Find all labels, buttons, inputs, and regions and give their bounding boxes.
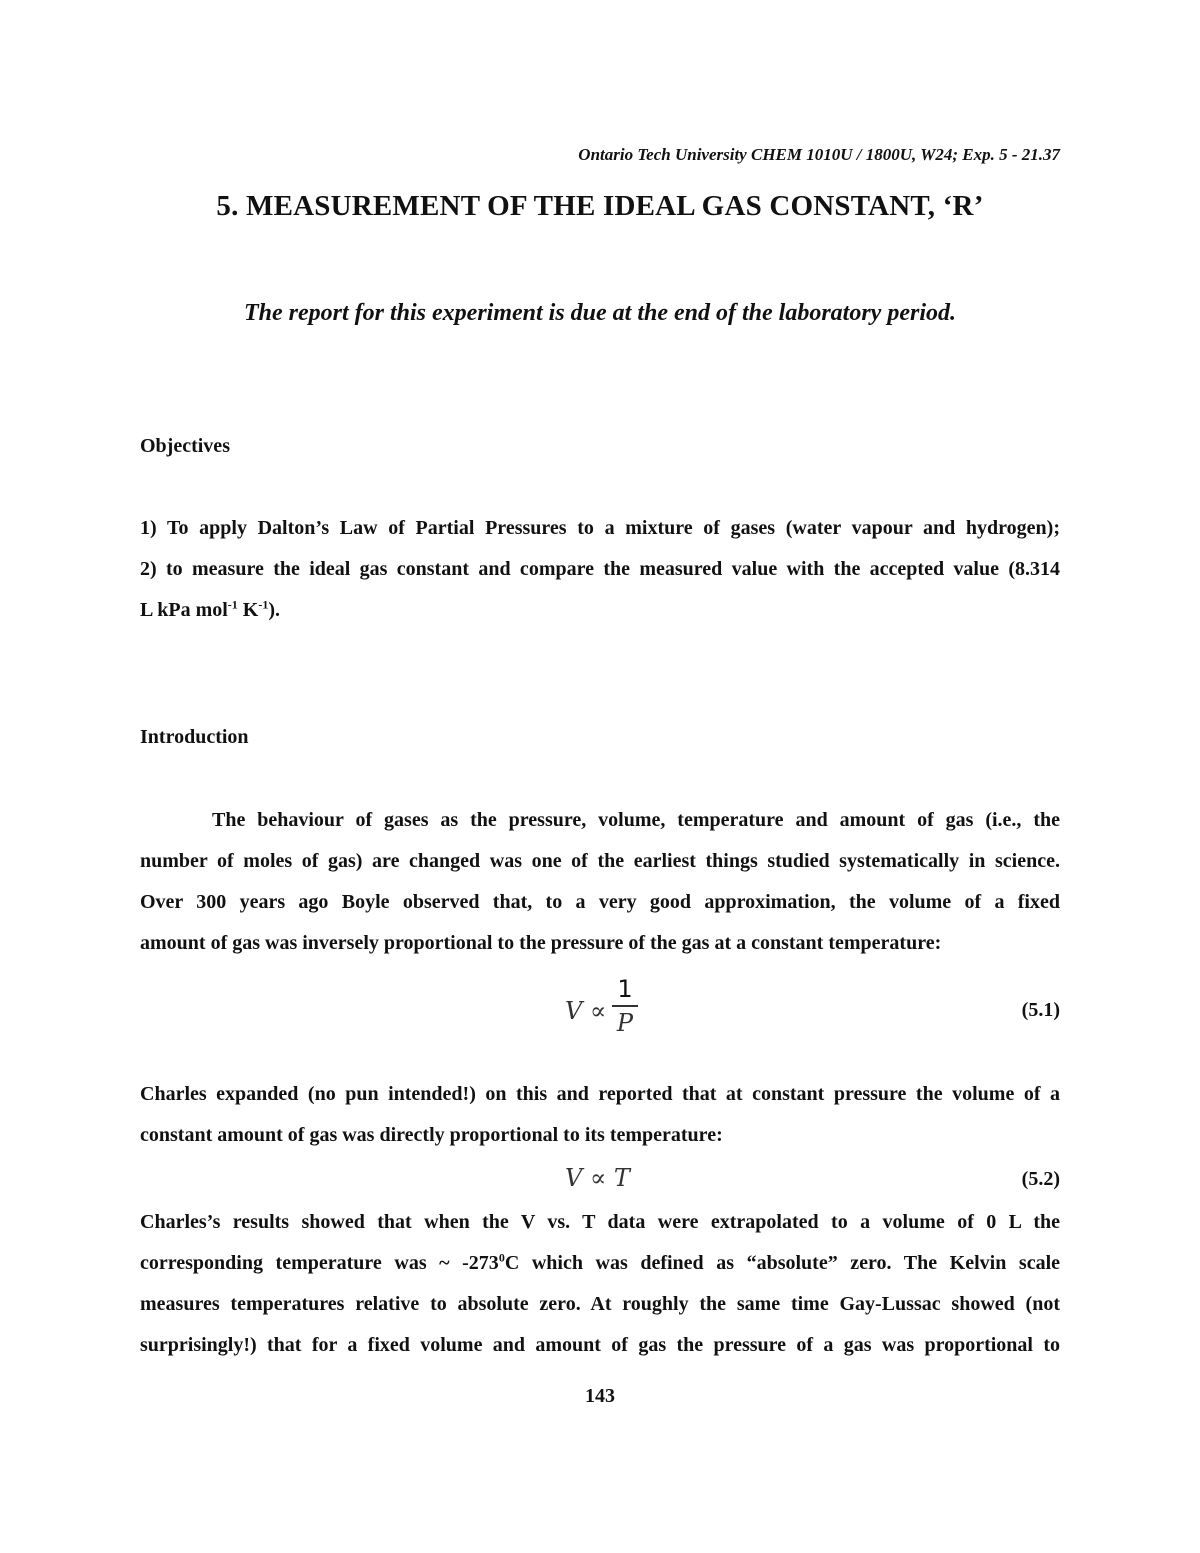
intro-p2-line-1: Charles expanded (no pun intended!) on this and reported that at constant pressure the volume of a [140, 1083, 1060, 1105]
intro-paragraph-2 [140, 1074, 1060, 1156]
intro-p3-line-3: measures temperatures relative to absolute zero. At roughly the same time Gay-Lussac showed (not [140, 1293, 1060, 1315]
experiment-title: 5. MEASUREMENT OF THE IDEAL GAS CONSTANT, ‘R’ [216, 190, 984, 222]
intro-p1-line-3: Over 300 years ago Boyle observed that, to a very good approximation, the volume of a fixed [140, 891, 1060, 913]
equation-number-5-1: (5.1) [1021, 999, 1060, 1021]
equation-number-5-2: (5.2) [1021, 1168, 1060, 1190]
intro-p2-line-2: constant amount of gas was directly proportional to its temperature: [140, 1124, 723, 1146]
intro-p3-line-2: corresponding temperature was ~ $-273^0C$ which was defined as “absolute” zero. The Kelvin scale [140, 1250, 1061, 1274]
page-number: 143 [585, 1385, 615, 1407]
objectives-heading: Objectives [140, 435, 230, 457]
equation-5-2-expr: V ∝ T [565, 1164, 630, 1192]
intro-paragraph-1 [140, 800, 1060, 964]
report-due-notice: The report for this experiment is due at the end of the laboratory period. [244, 300, 956, 326]
fraction-denominator: P [616, 1009, 634, 1037]
intro-p3-line-1: Charles’s results showed that when the V vs. T data were extrapolated to a volume of 0 L the [140, 1211, 1060, 1233]
equation-5-1 [140, 975, 1060, 1045]
objective-1: 1) To apply Dalton’s Law of Partial Pressures to a mixture of gases (water vapour and hydrogen); [140, 517, 1060, 539]
intro-p1-line-2: number of moles of gas) are changed was one of the earliest things studied systematically in science. [140, 850, 1060, 872]
intro-p3-line-4: surprisingly!) that for a fixed volume and amount of gas the pressure of a gas was proportional to [140, 1334, 1060, 1356]
equation-5-1-lhs: V ∝ [565, 997, 607, 1025]
running-header: Ontario Tech University CHEM 1010U / 1800U, W24; Exp. 5 - 21.37 [578, 145, 1060, 164]
intro-p1-line-4: amount of gas was inversely proportional to the pressure of the gas at a constant temperature: [140, 932, 942, 954]
equation-5-1-fraction [610, 975, 640, 1037]
objectives-list [140, 508, 1060, 631]
equation-5-2 [140, 1164, 1060, 1200]
fraction-numerator: 1 [617, 975, 633, 1003]
objective-2: 2) to measure the ideal gas constant and compare the measured value with the accepted value (8.314 [140, 558, 1060, 580]
objective-2-continued: L kPa mol$^{-1}$ $K^{-1}$). [140, 597, 281, 621]
intro-p1-line-1: The behaviour of gases as the pressure, volume, temperature and amount of gas (i.e., the [212, 809, 1060, 831]
intro-paragraph-3 [140, 1202, 1060, 1366]
fraction-bar [612, 1005, 638, 1007]
introduction-heading: Introduction [140, 726, 249, 748]
